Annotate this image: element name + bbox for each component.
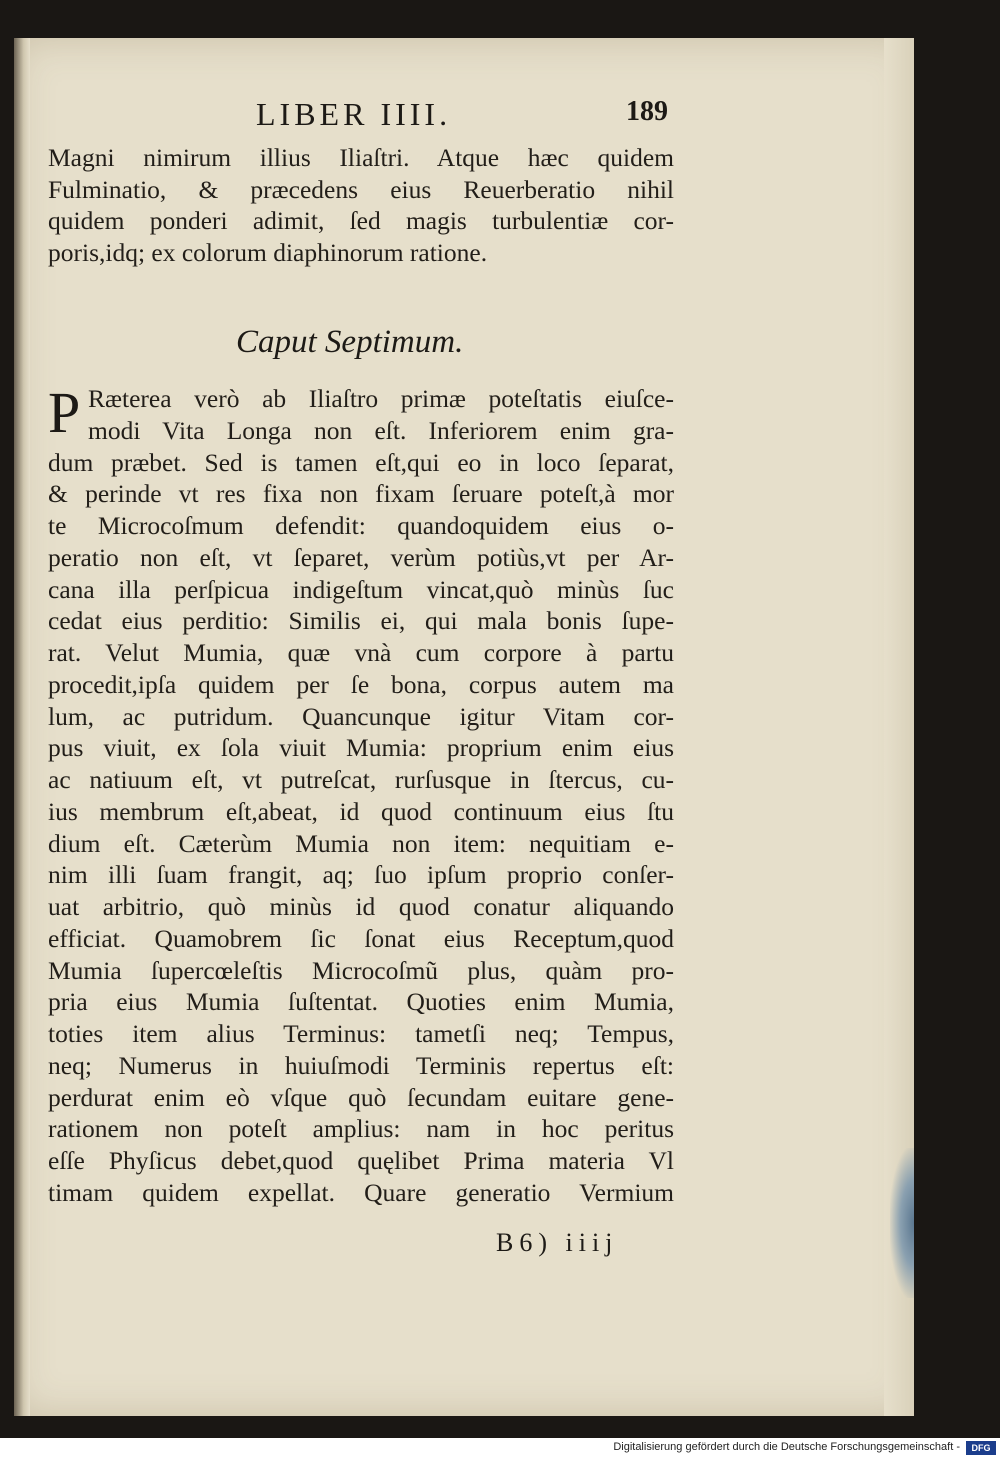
intro-paragraph — [48, 142, 674, 268]
text-line: toties item alius Terminus: tametſi neq; Tempus, — [48, 1019, 674, 1048]
dfg-logo[interactable]: DFG — [966, 1441, 996, 1455]
text-line: dum præbet. Sed is tamen eſt,qui eo in loco ſeparat, — [48, 447, 674, 477]
page-header — [14, 96, 914, 136]
text-line: rationem non poteſt amplius: nam in hoc peritus — [48, 1114, 674, 1144]
text-line: rat. Velut Mumia, quæ vnà cum corpore à partu — [48, 638, 674, 667]
text-line: efficiat. Quamobrem ſic ſonat eius Receptum,quod — [48, 923, 674, 953]
text-line: cana illa perſpicua indigeſtum vincat,quò minùs ſuc — [48, 574, 674, 604]
text-line: Fulminatio, & præcedens eius Reuerberatio nihil — [48, 174, 674, 204]
text-line: procedit,ipſa quidem per ſe bona, corpus autem ma — [48, 669, 674, 699]
running-head: LIBER IIII. — [256, 96, 452, 132]
text-line: peratio non eſt, vt ſeparet, verùm potiùs,vt per Ar- — [48, 542, 674, 572]
text-line: modi Vita Longa non eſt. Inferiorem enim gra- — [88, 415, 674, 445]
text-line: Magni nimirum illius Iliaſtri. Atque hæc quidem — [48, 143, 674, 172]
text-line: cedat eius perditio: Similis ei, qui mala bonis ſupe- — [48, 606, 674, 636]
text-line: poris,idq; ex colorum diaphinorum ratione. — [48, 237, 488, 267]
text-line: pus viuit, ex ſola viuit Mumia: proprium enim eius — [48, 733, 674, 763]
text-line: lum, ac putridum. Quancunque igitur Vitam cor- — [48, 701, 674, 731]
chapter-body — [48, 380, 674, 1209]
text-line: Mumia ſupercœleſtis Microcoſmũ plus, quàm pro- — [48, 955, 674, 985]
footer-credit: Digitalisierung gefördert durch die Deutsche Forschungsgemeinschaft - — [613, 1441, 960, 1453]
text-line: quidem ponderi adimit, ſed magis turbulentiæ cor- — [48, 206, 674, 236]
book-page — [14, 38, 914, 1416]
text-line: te Microcoſmum defendit: quandoquidem eius o- — [48, 511, 674, 540]
text-line: ius membrum eſt,abeat, id quod continuum eius ſtu — [48, 796, 674, 826]
signature-mark: B6) iiij — [496, 1228, 619, 1257]
page-gutter-shadow — [14, 38, 30, 1416]
water-stain — [890, 1148, 914, 1298]
page-number: 189 — [626, 96, 668, 127]
text-line: nim illi ſuam frangit, aq; ſuo ipſum proprio conſer- — [48, 860, 674, 890]
text-line: timam quidem expellat. Quare generatio Vermium — [48, 1177, 674, 1207]
text-line: perdurat enim eò vſque quò ſecundam euitare gene- — [48, 1082, 674, 1112]
text-line: dium eſt. Cæterùm Mumia non item: nequitiam e- — [48, 828, 674, 858]
chapter-heading: Caput Septimum. — [236, 324, 464, 360]
text-line: pria eius Mumia ſuſtentat. Quoties enim Mumia, — [48, 987, 674, 1017]
text-line: uat arbitrio, quò minùs id quod conatur aliquando — [48, 892, 674, 921]
footer-bar — [0, 1438, 1000, 1460]
text-line: eſſe Phyſicus debet,quod quęlibet Prima materia Vl — [48, 1146, 674, 1175]
drop-cap: P — [48, 380, 81, 445]
text-line: Ræterea verò ab Iliaſtro primæ poteſtatis eiuſce- — [88, 384, 674, 413]
text-line: ac natiuum eſt, vt putreſcat, rurſusque in ſtercus, cu- — [48, 765, 674, 794]
text-line: & perinde vt res fixa non fixam ſeruare poteſt,à mor — [48, 479, 674, 509]
text-line: neq; Numerus in huiuſmodi Terminis repertus eſt: — [48, 1050, 674, 1080]
